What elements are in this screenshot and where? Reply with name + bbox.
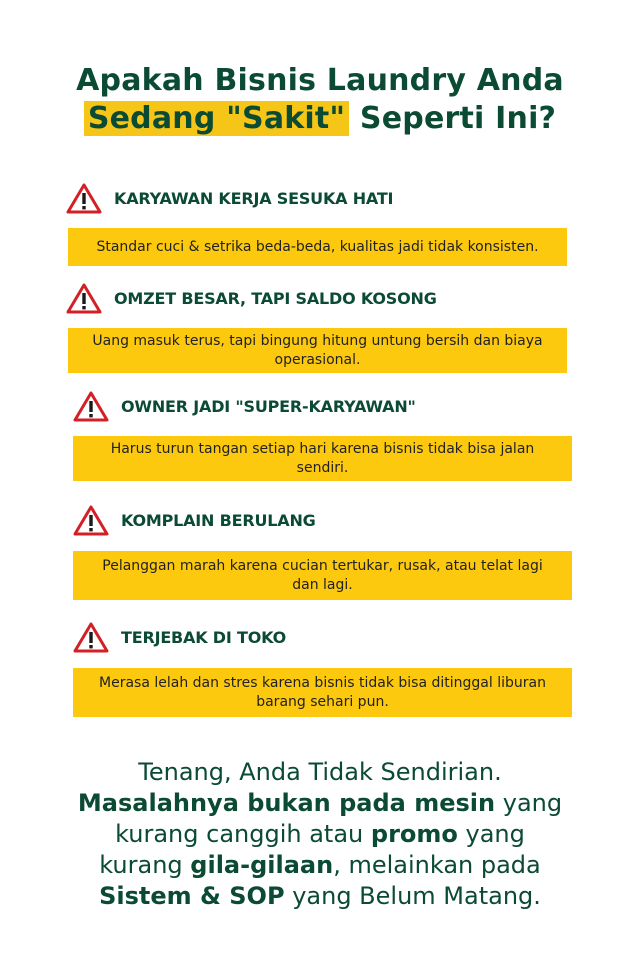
warning-triangle-icon xyxy=(73,621,109,653)
closing-line-5-rest: yang Belum Matang. xyxy=(284,882,541,910)
warning-triangle-icon xyxy=(73,504,109,536)
closing-message xyxy=(0,757,640,912)
problem-heading-row xyxy=(73,619,572,655)
problem-heading: TERJEBAK DI TOKO xyxy=(121,627,286,647)
closing-line-4 xyxy=(0,850,640,881)
closing-line-1: Tenang, Anda Tidak Sendirian. xyxy=(138,758,502,786)
closing-line-4-start: kurang xyxy=(99,851,191,879)
problem-heading: OMZET BESAR, TAPI SALDO KOSONG xyxy=(114,288,437,308)
problem-item xyxy=(73,502,572,600)
page-title xyxy=(0,62,640,138)
problem-heading: KOMPLAIN BERULANG xyxy=(121,510,316,530)
title-line-1: Apakah Bisnis Laundry Anda xyxy=(76,63,564,98)
title-line-2 xyxy=(0,100,640,138)
problem-item xyxy=(66,280,567,373)
problem-item xyxy=(66,180,567,266)
closing-line-3 xyxy=(0,819,640,850)
problem-heading: KARYAWAN KERJA SESUKA HATI xyxy=(114,188,394,208)
problem-description: Uang masuk terus, tapi bingung hitung untung bersih dan biaya operasional. xyxy=(68,328,567,373)
warning-triangle-icon xyxy=(66,182,102,214)
title-highlight: Sedang "Sakit" xyxy=(84,101,349,136)
warning-triangle-icon xyxy=(73,390,109,422)
problem-description: Pelanggan marah karena cucian tertukar, rusak, atau telat lagi dan lagi. xyxy=(73,551,572,600)
closing-line-3-bold: promo xyxy=(370,820,458,848)
warning-triangle-icon xyxy=(66,282,102,314)
closing-line-2-rest: yang xyxy=(495,789,563,817)
closing-line-3-rest: yang xyxy=(457,820,525,848)
closing-line-2 xyxy=(0,788,640,819)
problem-item xyxy=(73,619,572,717)
title-line-2-rest: Seperti Ini? xyxy=(349,101,557,136)
closing-line-3-start: kurang canggih atau xyxy=(115,820,371,848)
closing-line-5 xyxy=(0,881,640,912)
problem-heading-row xyxy=(66,280,567,316)
problem-heading-row xyxy=(66,180,567,216)
problem-heading-row xyxy=(73,388,572,424)
problem-heading: OWNER JADI "SUPER-KARYAWAN" xyxy=(121,396,416,416)
problem-description: Harus turun tangan setiap hari karena bisnis tidak bisa jalan sendiri. xyxy=(73,436,572,481)
closing-line-4-rest: , melainkan pada xyxy=(333,851,541,879)
problem-item xyxy=(73,388,572,481)
closing-line-4-bold: gila-gilaan xyxy=(190,851,334,879)
problem-description: Standar cuci & setrika beda-beda, kualitas jadi tidak konsisten. xyxy=(68,228,567,266)
problem-heading-row xyxy=(73,502,572,538)
closing-line-5-bold: Sistem & SOP xyxy=(99,882,285,910)
problem-description: Merasa lelah dan stres karena bisnis tidak bisa ditinggal liburan barang sehari pun. xyxy=(73,668,572,717)
closing-line-2-bold: Masalahnya bukan pada mesin xyxy=(77,789,496,817)
